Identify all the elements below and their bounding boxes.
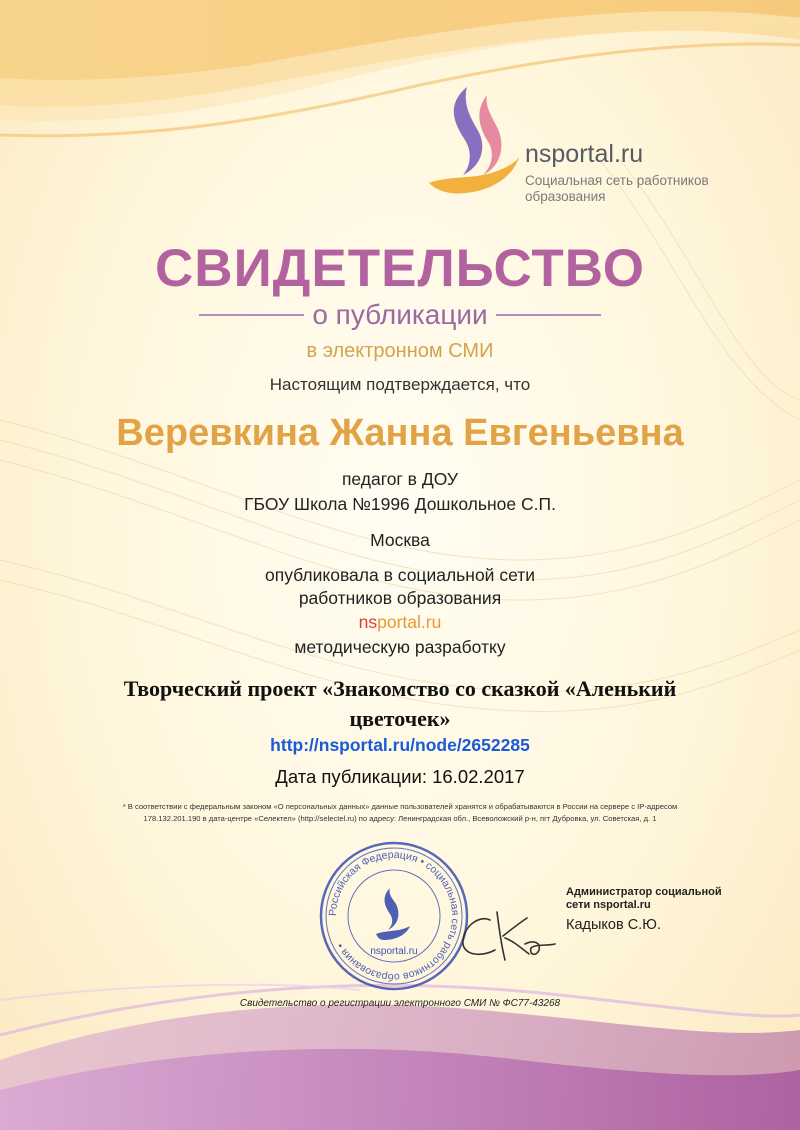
- subtitle-rule-left: [199, 314, 304, 316]
- stamp-ring-text: Российская Федерация • социальная сеть работников образования •: [326, 848, 462, 984]
- registration-number: Свидетельство о регистрации электронного СМИ № ФС77-43268: [239, 998, 561, 1009]
- work-type: методическую разработку: [294, 637, 506, 657]
- subtitle-rule-right: [496, 314, 601, 316]
- certificate-subtitle2: в электронном СМИ: [306, 340, 494, 362]
- admin-role: [566, 886, 756, 912]
- certificate-subtitle: о публикации: [312, 299, 488, 330]
- certificate-title: СВИДЕТЕЛЬСТВО: [155, 239, 645, 298]
- site-name-rest: portal.ru: [377, 612, 442, 632]
- publication-date: Дата публикации: 16.02.2017: [275, 766, 525, 787]
- stamp-flame-icon: [376, 888, 410, 940]
- work-title-line1: Творческий проект «Знакомство со сказкой «Аленький: [123, 676, 677, 701]
- flame-logo-icon: [425, 85, 520, 203]
- site-name-ns: ns: [358, 612, 378, 632]
- footnote: [0, 801, 800, 825]
- work-title: [0, 674, 800, 734]
- published-line2: работников образования: [298, 588, 502, 608]
- organization: ГБОУ Школа №1996 Дошкольное С.П.: [244, 494, 556, 514]
- admin-role-line1: Администратор социальной: [566, 886, 722, 898]
- work-title-line2: цветочек»: [349, 706, 451, 731]
- footnote-line2: 178.132.201.190 в дата-центре «Селектел» (http://selectel.ru) по адресу: Ленинградская обл., Всеволожский р-н, пгт Дубровка, ул. Советская, д. 1: [143, 814, 657, 823]
- position: педагог в ДОУ: [341, 469, 459, 489]
- handwritten-signature: [455, 900, 565, 970]
- logo-tagline-line2: образования: [525, 189, 606, 204]
- confirm-text: Настоящим подтверждается, что: [269, 375, 531, 394]
- stamp-center-text: nsportal.ru: [370, 946, 418, 957]
- person-name: Веревкина Жанна Евгеньевна: [116, 412, 684, 454]
- site-name: [0, 612, 800, 633]
- logo-tagline-line1: Социальная сеть работников: [525, 173, 709, 188]
- admin-name: Кадыков С.Ю.: [566, 917, 661, 933]
- publication-url-link[interactable]: http://nsportal.ru/node/2652285: [270, 735, 530, 755]
- logo-name: nsportal.ru: [525, 140, 644, 168]
- footnote-line1: * В соответствии с федеральным законом «О персональных данных» данные пользователей хранятся и обрабатываются в России на сервере с IP-адресом: [122, 802, 678, 811]
- official-stamp: [318, 840, 470, 992]
- admin-role-line2: сети nsportal.ru: [566, 899, 651, 911]
- city: Москва: [370, 530, 430, 550]
- logo-tagline: [525, 173, 725, 205]
- subtitle-row: [0, 298, 800, 332]
- published-line1: опубликовала в социальной сети: [264, 565, 536, 585]
